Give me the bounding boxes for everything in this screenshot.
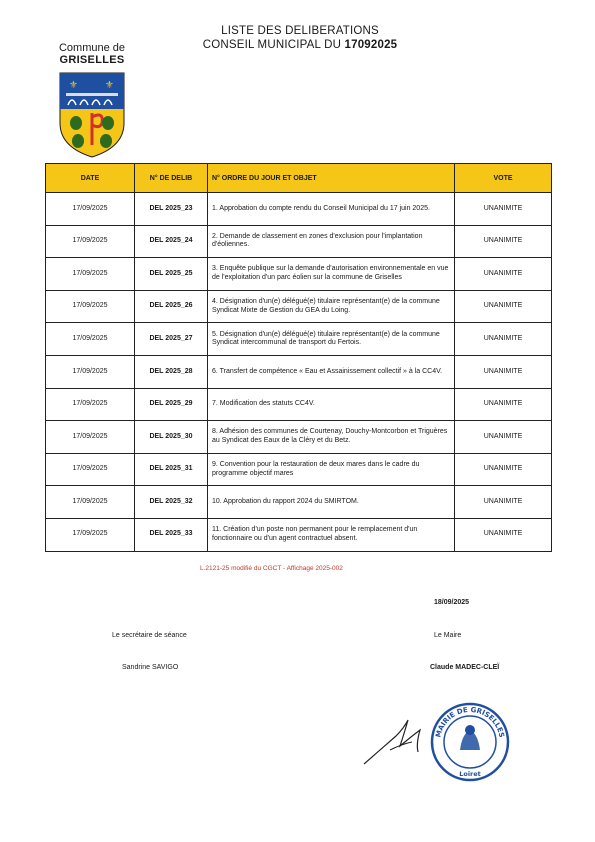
row-object: 1. Approbation du compte rendu du Conseil Municipal du 17 juin 2025. bbox=[208, 193, 455, 226]
table-row bbox=[46, 453, 552, 486]
row-delib-number: DEL 2025_31 bbox=[135, 453, 208, 486]
row-delib-number: DEL 2025_26 bbox=[135, 290, 208, 323]
row-object: 8. Adhésion des communes de Courtenay, Douchy-Montcorbon et Triguères au Syndicat des Eaux de la Cléry et du Betz. bbox=[208, 421, 455, 454]
row-delib-number: DEL 2025_28 bbox=[135, 355, 208, 388]
table-row bbox=[46, 323, 552, 356]
row-vote: UNANIMITE bbox=[455, 518, 552, 551]
row-object: 11. Création d'un poste non permanent pour le remplacement d'un fonctionnaire ou d'un agent contractuel absent. bbox=[208, 518, 455, 551]
row-date: 17/09/2025 bbox=[46, 193, 135, 226]
stamp-text-top: MAIRIE DE GRISELLES bbox=[434, 705, 506, 739]
table-row bbox=[46, 258, 552, 291]
signature-date: 18/09/2025 bbox=[434, 599, 470, 606]
table-row bbox=[46, 290, 552, 323]
row-delib-number: DEL 2025_33 bbox=[135, 518, 208, 551]
table-row bbox=[46, 421, 552, 454]
secretary-name: Sandrine SAVIGO bbox=[122, 664, 179, 671]
row-object: 10. Approbation du rapport 2024 du SMIRTOM. bbox=[208, 486, 455, 519]
row-object: 5. Désignation d'un(e) délégué(e) titulaire représentant(e) de la commune Syndicat intercommunal de transport du Fertois. bbox=[208, 323, 455, 356]
row-vote: UNANIMITE bbox=[455, 323, 552, 356]
commune-label: Commune de bbox=[58, 42, 126, 54]
deliberations-table bbox=[45, 163, 552, 552]
mayor-role: Le Maire bbox=[434, 632, 462, 639]
svg-text:⚜: ⚜ bbox=[69, 80, 78, 91]
row-delib-number: DEL 2025_25 bbox=[135, 258, 208, 291]
row-date: 17/09/2025 bbox=[46, 225, 135, 258]
row-date: 17/09/2025 bbox=[46, 388, 135, 421]
mayor-name: Claude MADEC-CLEÏ bbox=[430, 664, 500, 671]
row-vote: UNANIMITE bbox=[455, 388, 552, 421]
row-date: 17/09/2025 bbox=[46, 258, 135, 291]
table-row bbox=[46, 193, 552, 226]
header-agenda-object: N° ORDRE DU JOUR ET OBJET bbox=[208, 164, 455, 193]
title-line-2 bbox=[180, 38, 420, 52]
row-vote: UNANIMITE bbox=[455, 453, 552, 486]
title-line-1: LISTE DES DELIBERATIONS bbox=[221, 25, 379, 37]
legal-footnote: L.2121-25 modifié du CGCT - Affichage 2025-002 bbox=[200, 565, 343, 572]
row-object: 6. Transfert de compétence « Eau et Assainissement collectif » à la CC4V. bbox=[208, 355, 455, 388]
row-object: 7. Modification des statuts CC4V. bbox=[208, 388, 455, 421]
commune-logo bbox=[42, 42, 142, 159]
table-row bbox=[46, 518, 552, 551]
table-row bbox=[46, 225, 552, 258]
header-date: DATE bbox=[46, 164, 135, 193]
row-date: 17/09/2025 bbox=[46, 355, 135, 388]
row-vote: UNANIMITE bbox=[455, 355, 552, 388]
commune-name: GRISELLES bbox=[59, 54, 125, 66]
row-date: 17/09/2025 bbox=[46, 421, 135, 454]
header-vote: VOTE bbox=[455, 164, 552, 193]
header-delib-number: N° DE DELIB bbox=[135, 164, 208, 193]
table-row bbox=[46, 486, 552, 519]
row-delib-number: DEL 2025_23 bbox=[135, 193, 208, 226]
row-object: 3. Enquête publique sur la demande d'autorisation environnementale en vue de l'exploitation d'un parc éolien sur la commune de Griselles bbox=[208, 258, 455, 291]
stamp-text-bottom: Loiret bbox=[459, 770, 481, 778]
row-vote: UNANIMITE bbox=[455, 193, 552, 226]
row-date: 17/09/2025 bbox=[46, 453, 135, 486]
row-date: 17/09/2025 bbox=[46, 290, 135, 323]
row-vote: UNANIMITE bbox=[455, 290, 552, 323]
row-delib-number: DEL 2025_29 bbox=[135, 388, 208, 421]
row-delib-number: DEL 2025_27 bbox=[135, 323, 208, 356]
row-date: 17/09/2025 bbox=[46, 323, 135, 356]
title-date: 17092025 bbox=[344, 39, 398, 51]
table-row bbox=[46, 388, 552, 421]
table-header-row bbox=[46, 164, 552, 193]
page-title bbox=[180, 24, 420, 52]
table-row bbox=[46, 355, 552, 388]
svg-text:⚜: ⚜ bbox=[105, 80, 114, 91]
row-delib-number: DEL 2025_32 bbox=[135, 486, 208, 519]
row-vote: UNANIMITE bbox=[455, 225, 552, 258]
row-delib-number: DEL 2025_30 bbox=[135, 421, 208, 454]
row-date: 17/09/2025 bbox=[46, 486, 135, 519]
coat-of-arms-icon bbox=[58, 71, 126, 159]
title-prefix: CONSEIL MUNICIPAL DU bbox=[202, 39, 345, 51]
row-delib-number: DEL 2025_24 bbox=[135, 225, 208, 258]
secretary-role: Le secrétaire de séance bbox=[112, 632, 187, 639]
row-vote: UNANIMITE bbox=[455, 486, 552, 519]
row-object: 4. Désignation d'un(e) délégué(e) titulaire représentant(e) de la commune Syndicat Mixte de Gestion du GEA du Loing. bbox=[208, 290, 455, 323]
row-vote: UNANIMITE bbox=[455, 421, 552, 454]
town-hall-stamp-icon bbox=[428, 700, 512, 784]
row-object: 9. Convention pour la restauration de deux mares dans le cadre du programme objectif mares bbox=[208, 453, 455, 486]
row-vote: UNANIMITE bbox=[455, 258, 552, 291]
row-date: 17/09/2025 bbox=[46, 518, 135, 551]
row-object: 2. Demande de classement en zones d'exclusion pour l'implantation d'éoliennes. bbox=[208, 225, 455, 258]
table-body bbox=[46, 193, 552, 552]
